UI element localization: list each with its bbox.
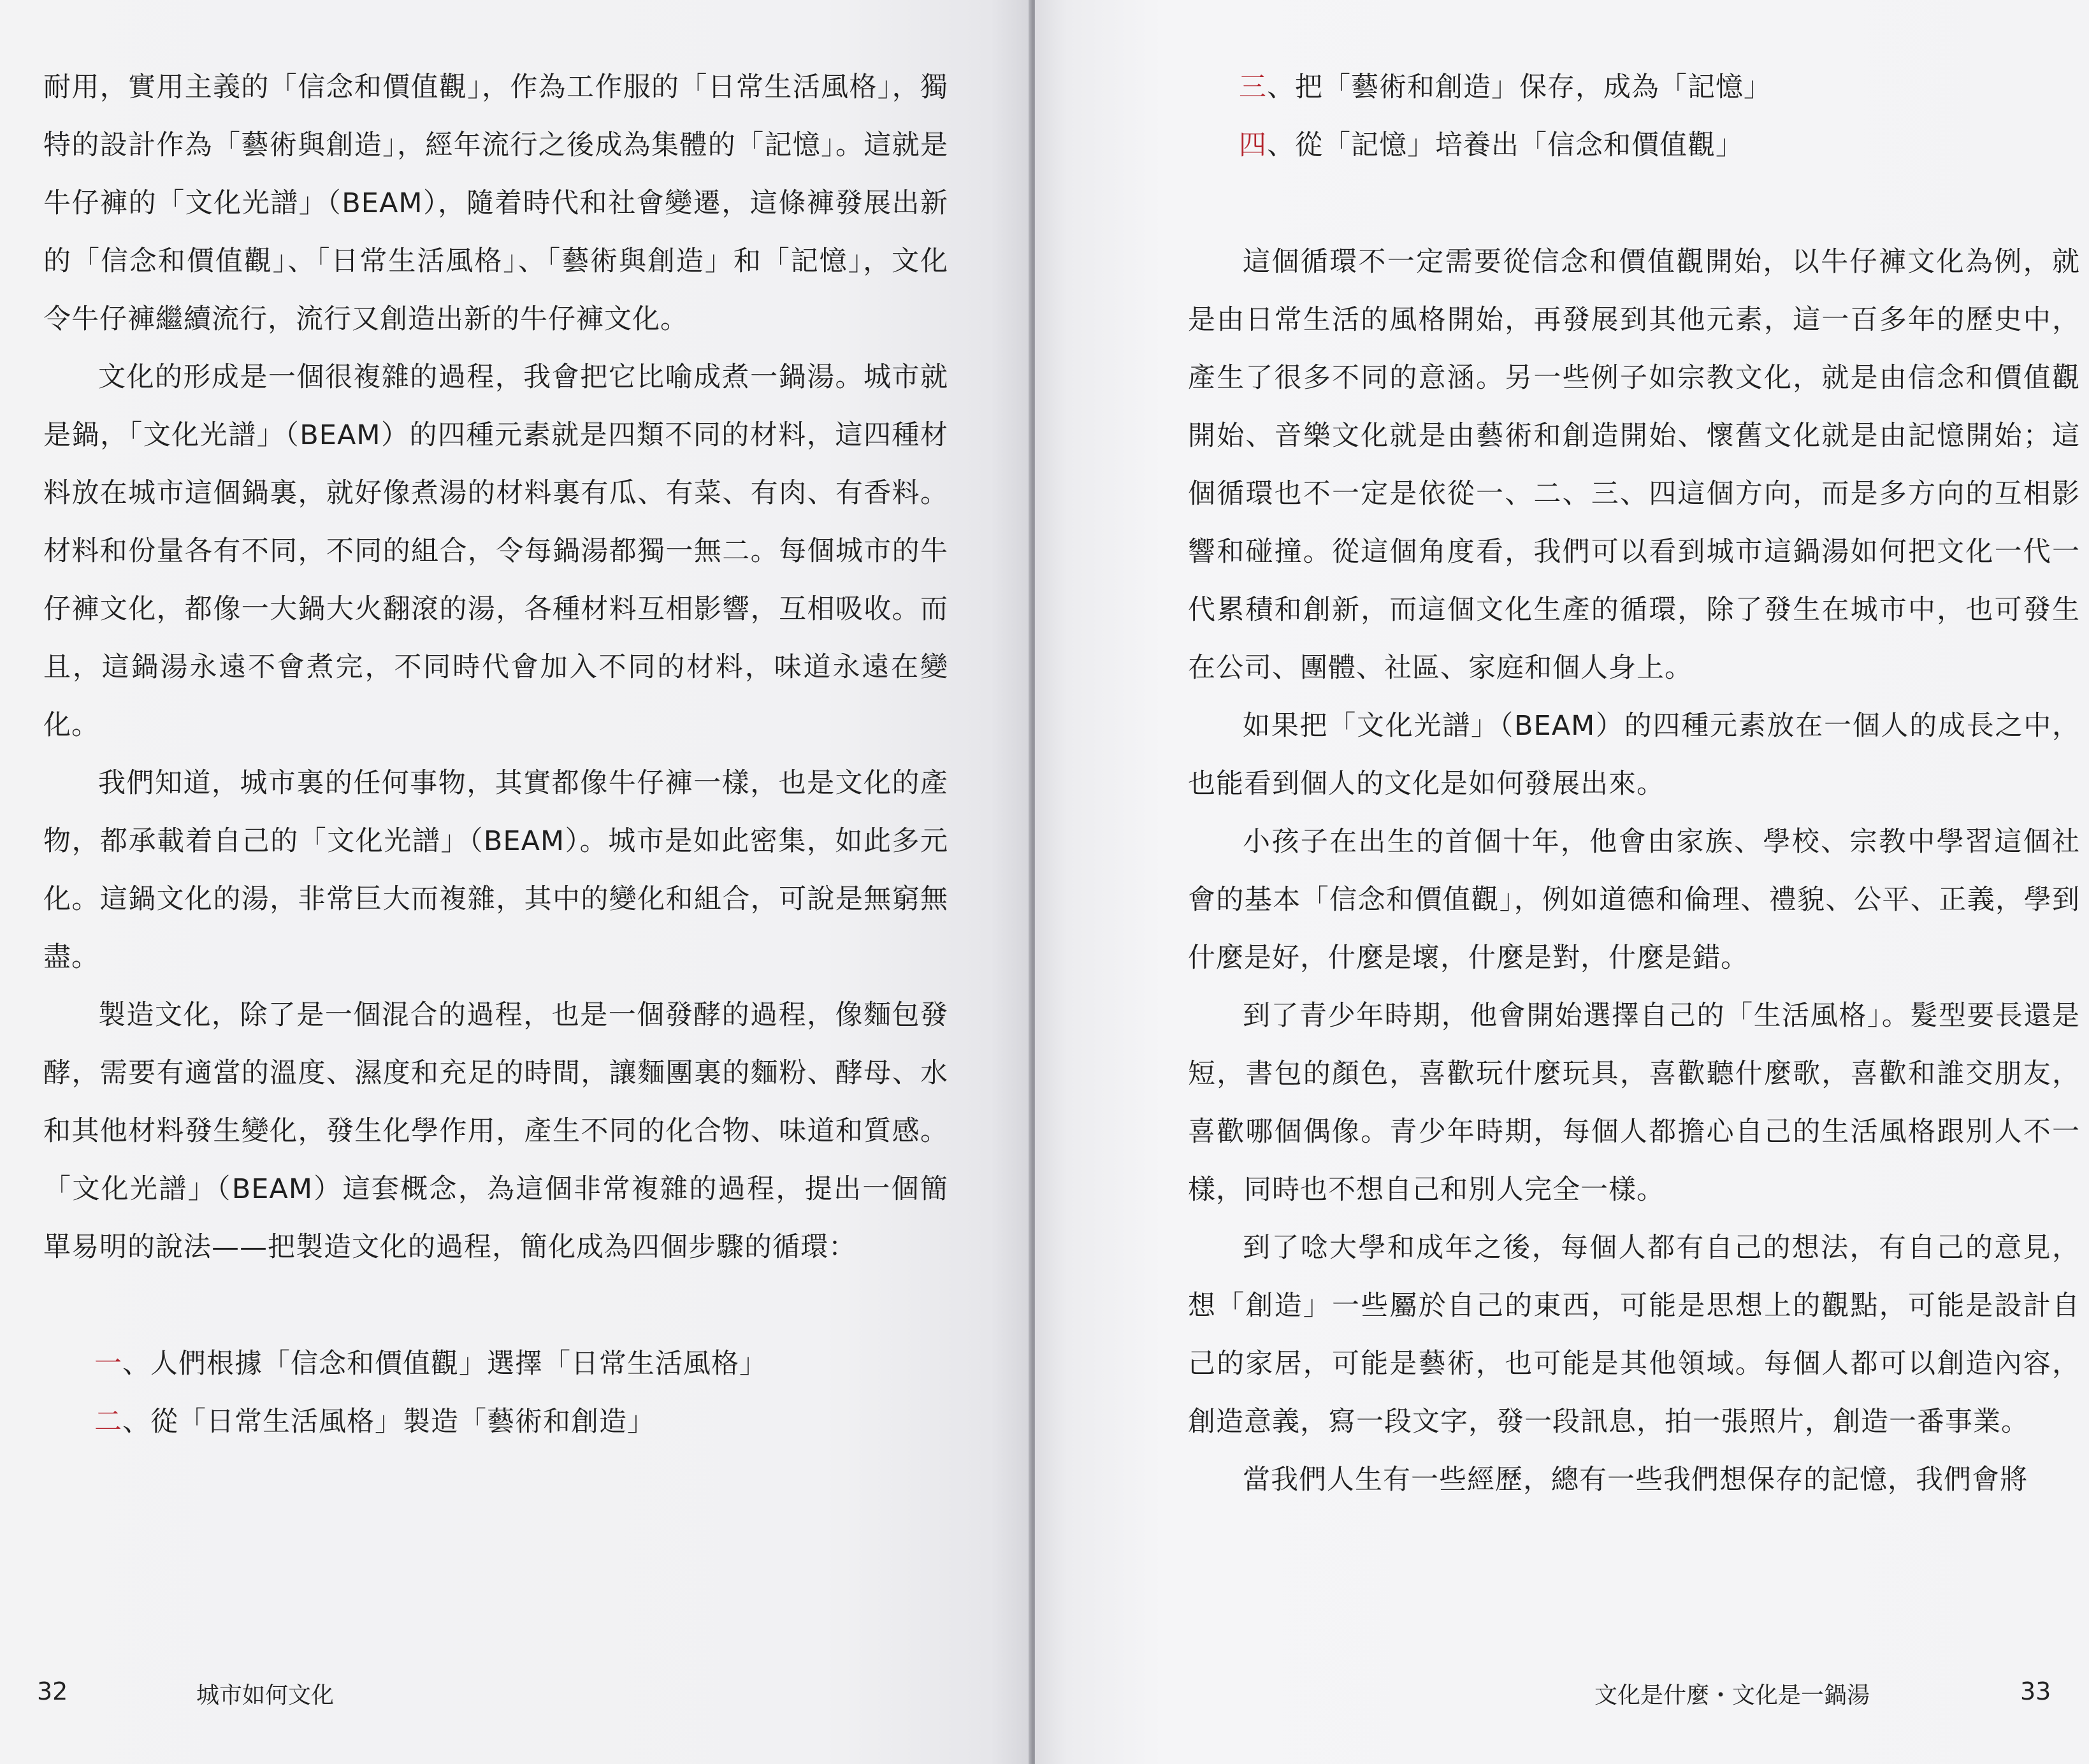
step-text: 、把「藝術和創造」保存，成為「記憶」 [1267,71,1772,103]
body-paragraph: 當我們人生有一些經歷，總有一些我們想保存的記憶，我們會將 [1243,1464,2028,1496]
right-page [1035,0,2089,1764]
body-paragraph: 製造文化，除了是一個混合的過程，也是一個發酵的過程，像麵包發酵，需要有適當的溫度、濕度和充足的時間，讓麵團裏的麵粉、酵母、水和其他材料發生變化，發生化學作用，產生不同的化合物、味道和質感。「文化光譜」（BEAM）這套概念，為這個非常複雜的過程，提出一個簡單易明的說法——把製造文化的過程，簡化成為四個步驟的循環： [43,999,948,1263]
running-title-left: 城市如何文化 [196,1682,335,1709]
step-numeral: 四 [1239,129,1267,161]
body-paragraph: 如果把「文化光譜」（BEAM）的四種元素放在一個人的成長之中，也能看到個人的文化是如何發展出來。 [1188,710,2080,800]
step-text: 、從「日常生活風格」製造「藝術和創造」 [122,1406,655,1438]
spacer [43,1276,948,1335]
left-page-body [43,59,948,1451]
step-numeral: 一 [94,1348,122,1380]
step-numeral: 二 [94,1406,122,1438]
body-paragraph: 小孩子在出生的首個十年，他會由家族、學校、宗教中學習這個社會的基本「信念和價值觀」，例如道德和倫理、禮貌、公平、正義，學到什麼是好，什麼是壞，什麼是對，什麼是錯。 [1188,826,2080,974]
cycle-step-2 [43,1393,948,1451]
right-page-body [1188,59,2080,1509]
body-paragraph: 文化的形成是一個很複雜的過程，我會把它比喻成煮一鍋湯。城市就是鍋，「文化光譜」（BEAM）的四種元素就是四類不同的材料，這四種材料放在城市這個鍋裏，就好像煮湯的材料裏有瓜、有菜、有肉、有香料。材料和份量各有不同，不同的組合，令每鍋湯都獨一無二。每個城市的牛仔褲文化，都像一大鍋大火翻滾的湯，各種材料互相影響，互相吸收。而且，這鍋湯永遠不會煮完，不同時代會加入不同的材料，味道永遠在變化。 [43,361,948,741]
body-paragraph: 到了青少年時期，他會開始選擇自己的「生活風格」。髮型要長還是短，書包的顏色，喜歡玩什麼玩具，喜歡聽什麼歌，喜歡和誰交朋友，喜歡哪個偶像。青少年時期，每個人都擔心自己的生活風格跟別人不一樣，同時也不想自己和別人完全一樣。 [1188,1000,2080,1206]
body-paragraph: 耐用，實用主義的「信念和價值觀」，作為工作服的「日常生活風格」，獨特的設計作為「藝術與創造」，經年流行之後成為集體的「記憶」。這就是牛仔褲的「文化光譜」（BEAM），隨着時代和社會變遷，這條褲發展出新的「信念和價值觀」、「日常生活風格」、「藝術與創造」和「記憶」，文化令牛仔褲繼續流行，流行又創造出新的牛仔褲文化。 [43,71,948,335]
body-paragraph: 這個循環不一定需要從信念和價值觀開始，以牛仔褲文化為例，就是由日常生活的風格開始，再發展到其他元素，這一百多年的歷史中，產生了很多不同的意涵。另一些例子如宗教文化，就是由信念和價值觀開始、音樂文化就是由藝術和創造開始、懷舊文化就是由記憶開始；這個循環也不一定是依從一、二、三、四這個方向，而是多方向的互相影響和碰撞。從這個角度看，我們可以看到城市這鍋湯如何把文化一代一代累積和創新，而這個文化生產的循環，除了發生在城市中，也可發生在公司、團體、社區、家庭和個人身上。 [1188,246,2080,684]
step-text: 、從「記憶」培養出「信念和價值觀」 [1267,129,1744,161]
cycle-step-4 [1188,117,2080,175]
body-paragraph: 我們知道，城市裏的任何事物，其實都像牛仔褲一樣，也是文化的產物，都承載着自己的「文化光譜」（BEAM）。城市是如此密集，如此多元化。這鍋文化的湯，非常巨大而複雜，其中的變化和組合，可說是無窮無盡。 [43,767,948,973]
cycle-step-3 [1188,59,2080,117]
body-paragraph: 到了唸大學和成年之後，每個人都有自己的想法，有自己的意見，想「創造」一些屬於自己的東西，可能是思想上的觀點，可能是設計自己的家居，可能是藝術，也可能是其他領域。每個人都可以創造內容，創造意義，寫一段文字，發一段訊息，拍一張照片，創造一番事業。 [1188,1232,2080,1438]
page-number-left: 32 [37,1677,68,1705]
page-number-right: 33 [2020,1677,2051,1705]
step-numeral: 三 [1239,71,1267,103]
step-text: 、人們根據「信念和價值觀」選擇「日常生活風格」 [122,1348,767,1380]
cycle-step-1 [43,1335,948,1393]
spacer [1188,175,2080,233]
left-page [0,0,1031,1764]
running-title-right: 文化是什麼・文化是一鍋湯 [1594,1682,1870,1709]
